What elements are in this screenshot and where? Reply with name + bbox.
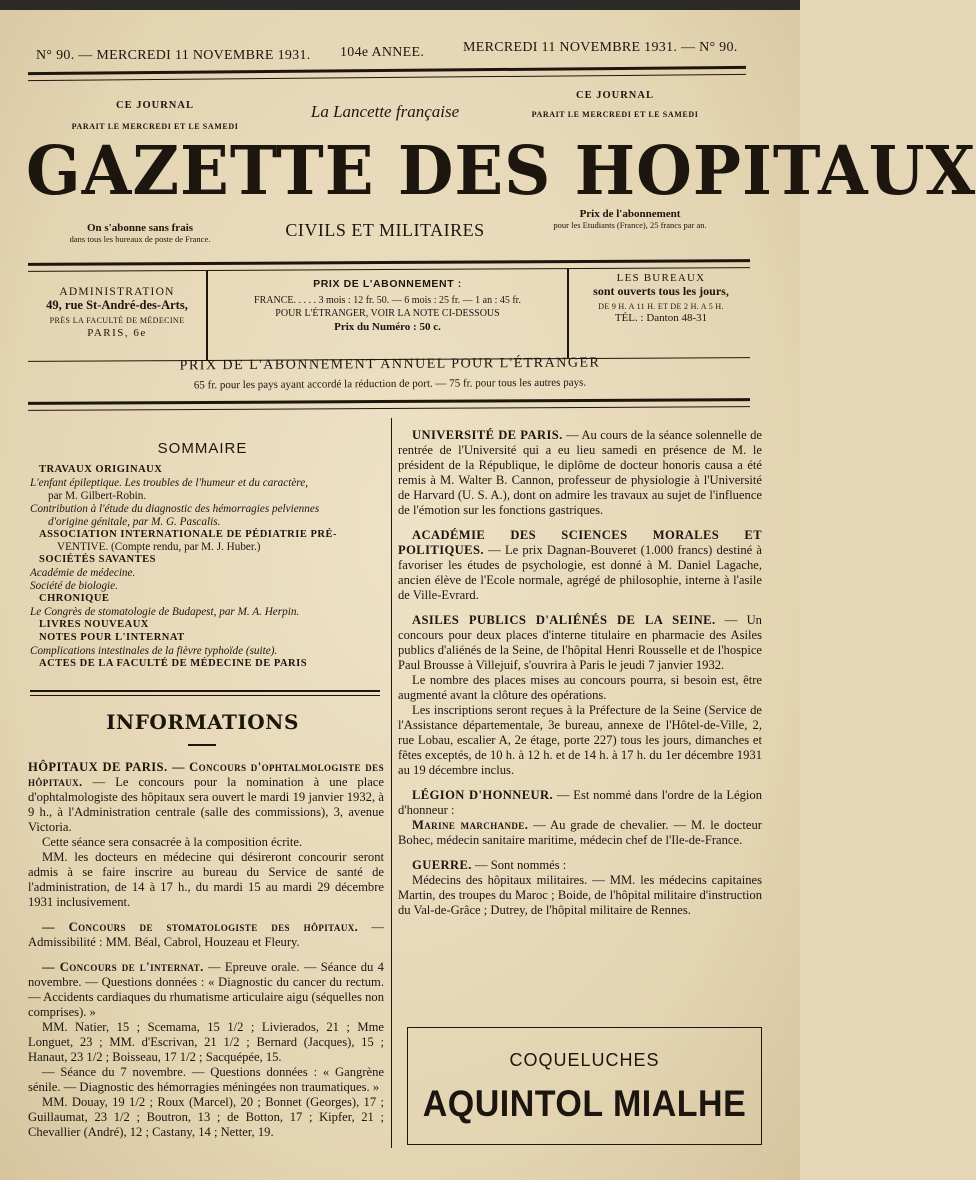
article-heading: GUERRE. [412,858,472,872]
abonne-right-1: Prix de l'abonnement [579,208,681,220]
sommaire-item: VENTIVE. (Compte rendu, par M. J. Huber.) [57,541,261,554]
article-text: — Séance du 7 novembre. — Questions données : « Gangrène sénile. — Diagnostic des hémorragies méningées non traumatiques. » [28,1065,384,1094]
sommaire-item: CHRONIQUE [39,593,110,605]
informations-dash [188,744,216,746]
article-text: — Un concours pour deux places d'interne titulaire en pharmacie des Asiles publics d'aliénés de la Seine, de l'hôpital Henri Rousselle et de l'hospice Paul Brousse à Villejuif, s'ouvrira à Paris le jeudi 7 janvier 1932. [398,613,762,672]
article-paragraph [398,818,762,848]
header-rule [28,66,746,75]
article-paragraph [28,920,384,950]
prix-title: PRIX DE L'ABONNEMENT : [313,278,462,290]
article-text: MM. Natier, 15 ; Scemama, 15 1/2 ; Livierados, 21 ; Mme Longuet, 23 ; MM. d'Escrivan, 21 1/2 ; Bernard (Jacques), 15 ; Hanaut, 23 1/2 ; Boisseau, 17 1/2 ; Sacquépée, 15. [28,1020,384,1064]
article-paragraph [398,428,762,518]
article-paragraph [398,703,762,778]
sommaire-item: ACTES DE LA FACULTÉ DE MÉDECINE DE PARIS [39,657,308,669]
advert-box [407,1027,762,1145]
right-news-column [398,428,762,918]
article-heading: LÉGION D'HONNEUR. [412,788,554,802]
article-paragraph [28,1020,384,1065]
article-heading: HÔPITAUX DE PARIS. — Concours d'ophtalmologiste des hôpitaux. [28,760,384,789]
article-heading: — Concours de stomatologiste des hôpitaux. [42,920,359,934]
article-text: Le nombre des places mises au concours pourra, si besoin est, être augmenté avant la clôture des opérations. [398,673,762,702]
paragraph-gap [28,950,384,960]
sommaire-item: Contribution à l'étude du diagnostic des hémorragies pelviennes [30,502,320,515]
column-divider [391,418,392,1148]
article-paragraph [28,1095,384,1140]
header-rule-thin [28,74,746,81]
scan-top-edge [0,0,800,10]
article-paragraph [398,673,762,703]
newspaper-title: GAZETTE DES HOPITAUX [26,132,976,211]
box-divider-1 [206,270,208,360]
sommaire-item: Le Congrès de stomatologie de Budapest, par M. A. Herpin. [30,605,300,618]
article-heading: ASILES PUBLICS D'ALIÉNÉS DE LA SEINE. [412,613,716,627]
admin-line-1: ADMINISTRATION [59,286,175,298]
admin-line-2: 49, rue St-André-des-Arts, [46,298,188,312]
article-paragraph [398,788,762,818]
article-text: — Au grade de chevalier. — M. le docteur Bohec, médecin sanitaire maritime, médecin chef de l'Ile-de-France. [398,818,762,847]
sommaire-rule-thin [30,695,380,696]
journal-right: CE JOURNAL [576,90,654,101]
article-text: MM. les docteurs en médecine qui désireront concourir seront admis à se faire inscrire au bureau du Service de santé de l'administration, de 14 à 17 h., du mardi 15 au mardi 29 décembre 1931 inclusivement. [28,850,384,909]
bureaux-line-3: DE 9 H. A 11 H. ET DE 2 H. A 5 H. [598,302,724,311]
issue-left: N° 90. — MERCREDI 11 NOVEMBRE 1931. [36,48,311,63]
sommaire-item: Académie de médecine. [30,567,136,580]
sommaire-item: d'origine génitale, par M. G. Pascalis. [48,515,221,528]
admin-box [30,286,204,339]
article-text: Les inscriptions seront reçues à la Préfecture de la Seine (Service de l'Assistance départementale, 3e bureau, annexe de l'Hôtel-de-Ville, 2, rue Lobau, escalier A, 2e étage, porte 227) tous les jours, dimanches et fêtes exceptés, de 10 h. à 12 h. et de 14 h. à 17 h. du 1er décembre 1931 au 19 décembre inclus. [398,703,762,777]
issue-year: 104e ANNEE. [340,45,425,60]
prix-box [210,278,565,333]
article-heading: ACADÉMIE DES SCIENCES MORALES ET POLITIQUES. [398,528,762,557]
article-text: — Epreuve orale. — Séance du 4 novembre. — Questions données : « Diagnostic du cancer du rectum. — Accidents cardiaques du rhumatisme articulaire aigu (séquelles non comprises). » [28,960,384,1019]
box-divider-2 [567,268,569,358]
issue-right: MERCREDI 11 NOVEMBRE 1931. — N° 90. [463,40,738,55]
article-text: Cette séance sera consacrée à la composition écrite. [42,835,303,849]
sommaire-item: L'enfant épileptique. Les troubles de l'humeur et du caractère, [30,476,308,489]
sommaire-item: Société de biologie. [30,580,118,593]
prix-numero: Prix du Numéro : 50 c. [334,321,441,333]
journal-left-sub: PARAIT LE MERCREDI ET LE SAMEDI [71,122,239,131]
bureaux-line-1: LES BUREAUX [616,272,706,284]
article-heading: — Concours de l'internat. [42,960,204,974]
sommaire-item: par M. Gilbert-Robin. [48,489,147,502]
article-text: — Sont nommés : [471,858,567,872]
article-text: — Admissibilité : MM. Béal, Cabrol, Houzeau et Fleury. [28,920,384,949]
sommaire-list [30,464,380,671]
article-text: MM. Douay, 19 1/2 ; Roux (Marcel), 20 ; Bonnet (Georges), 17 ; Guillaumat, 23 1/2 ; Boutron, 13 ; de Botton, 17 ; Kipfer, 21 ; Chevallier (André), 12 ; Castany, 14 ; Netter, 19. [28,1095,384,1139]
prix-etranger: POUR L'ÉTRANGER, VOIR LA NOTE CI-DESSOUS [275,308,500,319]
abonne-left-2: dans tous les bureaux de poste de France. [69,234,211,244]
sommaire-item: TRAVAUX ORIGINAUX [39,464,163,475]
journal-right-sub: PARAIT LE MERCREDI ET LE SAMEDI [531,110,699,119]
article-text: — Le concours pour la nomination à une place d'ophtalmologiste des hôpitaux sera ouvert le mardi 19 janvier 1932, à 9 h., à l'Administration centrale (salle des commissions), 3, avenue Victoria. [28,775,384,834]
paragraph-gap [28,910,384,920]
admin-line-4: PARIS, 6e [87,327,147,339]
abonne-left-1: On s'abonne sans frais [86,222,194,234]
abonne-right [520,208,740,230]
article-paragraph [398,873,762,918]
admin-line-3: PRÈS LA FACULTÉ DE MÉDECINE [49,316,185,325]
box-top-rule [28,259,750,266]
article-paragraph [28,835,384,850]
informations-column [28,760,384,1140]
sommaire-item: Complications intestinales de la fièvre typhoïde (suite). [30,644,278,657]
etranger-title: PRIX DE L'ABONNEMENT ANNUEL POUR L'ÉTRANGER [179,355,601,374]
sommaire-item: LIVRES NOUVEAUX [39,618,149,630]
journal-left: CE JOURNAL [116,100,194,111]
article-paragraph [398,858,762,873]
article-paragraph [28,1065,384,1095]
abonne-left [40,222,240,244]
paragraph-gap [398,518,762,528]
prix-france: FRANCE. . . . . 3 mois : 12 fr. 50. — 6 mois : 25 fr. — 1 an : 45 fr. [254,295,521,306]
bureaux-line-4: TÉL. : Danton 48-31 [614,312,708,324]
etranger-rule [28,398,750,405]
informations-title: INFORMATIONS [106,710,299,734]
sommaire-title: SOMMAIRE [157,440,248,457]
article-heading: UNIVERSITÉ DE PARIS. [412,428,563,442]
article-heading: Marine marchande. [412,818,529,832]
article-paragraph [28,850,384,910]
lancette-line: La Lancette française [310,102,460,121]
bureaux-box [571,272,751,324]
advert-line-1: COQUELUCHES [509,1050,660,1070]
sommaire-item: NOTES POUR L'INTERNAT [39,631,185,643]
article-paragraph [28,760,384,835]
sommaire-item: ASSOCIATION INTERNATIONALE DE PÉDIATRIE PRÉ- [39,528,337,540]
article-paragraph [398,528,762,603]
paragraph-gap [398,778,762,788]
article-paragraph [28,960,384,1020]
bureaux-line-2: sont ouverts tous les jours, [593,284,729,298]
article-text: Médecins des hôpitaux militaires. — MM. les médecins capitaines Martin, des troupes du Maroc ; Boide, de l'hôpital militaire d'instruction du Val-de-Grâce ; Dutrey, de l'hôpital militaire de Rennes. [398,873,762,917]
etranger-rule-thin [28,406,750,411]
paragraph-gap [398,603,762,613]
paragraph-gap [398,848,762,858]
advert-line-2: AQUINTOL MIALHE [422,1083,747,1125]
sommaire-item: SOCIÉTÉS SAVANTES [39,554,156,566]
article-text: — Le prix Dagnan-Bouveret (1.000 francs) destiné à favoriser les études de psychologie, est donné à M. Daniel Lagache, ancien élève de l'Ecole normale, agrégé de philosophie, interne à l'asile de Ville-Evrard. [398,543,762,602]
sommaire-rule [30,690,380,692]
abonne-right-2: pour les Etudiants (France), 25 francs par an. [553,220,707,230]
etranger-text: 65 fr. pour les pays ayant accordé la réduction de port. — 75 fr. pour tous les autres pays. [193,376,587,392]
article-text: — Au cours de la séance solennelle de rentrée de l'Université qui a eu lieu samedi en présence de M. le président de la République, le diplôme de docteur honoris causa a été remis à M. Walter B. Cannon, professeur de physiologie à l'Université de Harvard (U. S. A.), dont on admire les travaux au sujet de l'influence de l'émotion sur les fonctions gastriques. [398,428,762,517]
article-text: — Est nommé dans l'ordre de la Légion d'honneur : [398,788,762,817]
article-paragraph [398,613,762,673]
newspaper-subtitle: CIVILS ET MILITAIRES [285,220,485,240]
